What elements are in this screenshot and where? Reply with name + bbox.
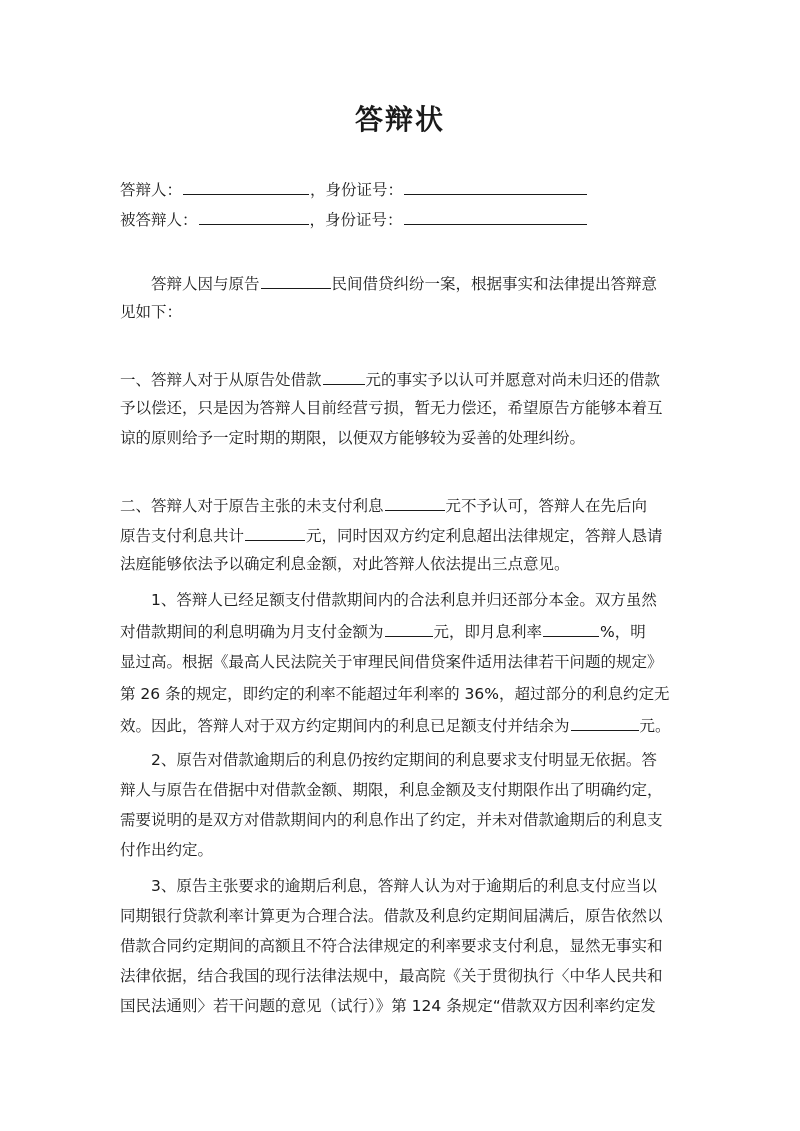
p2-text-b: 元不予认可，答辩人在先后向 xyxy=(445,497,648,515)
point2-line-2: 辩人与原告在借据中对借款金额、期限，利息金额及支付期限作出了明确约定， xyxy=(120,781,663,799)
respondent-id-blank xyxy=(404,178,587,195)
point2-line-4: 付作出约定。 xyxy=(120,841,214,859)
intro-text-a: 答辩人因与原告 xyxy=(151,275,260,293)
intro-line-1 xyxy=(151,272,657,294)
unpaid-interest-blank xyxy=(385,494,445,511)
respondent-name-blank xyxy=(183,178,309,195)
loan-amount-blank xyxy=(323,368,365,385)
p2-line-1 xyxy=(120,494,647,516)
plaintiff-id-label: ，身份证号： xyxy=(309,211,403,229)
point1-line-1: 1、答辩人已经足额支付借款期间内的合法利息并归还部分本金。双方虽然 xyxy=(151,591,657,609)
surplus-amount-blank xyxy=(571,714,639,731)
respondent-label: 答辩人： xyxy=(120,181,183,199)
monthly-amount-blank xyxy=(385,620,433,637)
paid-interest-blank xyxy=(245,524,305,541)
p2-text-a: 二、答辩人对于原告主张的未支付利息 xyxy=(120,497,384,515)
p1-text-b: 元的事实予以认可并愿意对尚未归还的借款 xyxy=(365,371,661,389)
point1-line-4: 第 26 条的规定，即约定的利率不能超过年利率的 36%，超过部分的利息约定无 xyxy=(120,685,670,703)
p1-text-a: 一、答辩人对于从原告处借款 xyxy=(120,371,322,389)
p2-text-c: 原告支付利息共计 xyxy=(120,527,245,545)
p1-line-3: 谅的原则给予一定时期的期限，以便双方能够较为妥善的处理纠纷。 xyxy=(120,429,586,447)
respondent-id-label: ，身份证号： xyxy=(310,181,404,199)
point3-line-1: 3、原告主张要求的逾期后利息，答辩人认为对于逾期后的利息支付应当以 xyxy=(151,877,657,895)
plaintiff-label: 被答辩人： xyxy=(120,211,198,229)
point3-line-4: 法律依据，结合我国的现行法律法规中，最高院《关于贯彻执行〈中华人民共和 xyxy=(120,967,663,985)
plaintiff-blank xyxy=(261,272,331,289)
document-title: 答辩状 xyxy=(354,103,445,136)
point2-line-1: 2、原告对借款逾期后的利息仍按约定期间的利息要求支付明显无依据。答 xyxy=(151,751,657,769)
point1-text-d: 效。因此，答辩人对于双方约定期间内的利息已足额支付并结余为 xyxy=(120,717,570,735)
point3-line-3: 借款合同约定期间的高额且不符合法律规定的利率要求支付利息，显然无事实和 xyxy=(120,937,663,955)
point3-line-5: 国民法通则〉若干问题的意见（试行）》第 124 条规定“借款双方因利率约定发 xyxy=(120,997,656,1015)
plaintiff-name-blank xyxy=(199,208,309,225)
point1-text-c: %，明 xyxy=(600,623,646,641)
point1-line-5 xyxy=(120,714,671,736)
p1-line-2: 予以偿还，只是因为答辩人目前经营亏损，暂无力偿还，希望原告方能够本着互 xyxy=(120,399,663,417)
respondent-line xyxy=(120,178,588,200)
point1-line-3: 显过高。根据《最高人民法院关于审理民间借贷案件适用法律若干问题的规定》 xyxy=(120,653,663,671)
point1-text-e: 元。 xyxy=(639,717,671,735)
point1-text-b: 元，即月息利率 xyxy=(433,623,543,641)
p2-line-3: 法庭能够依法予以确定利息金额，对此答辩人依法提出三点意见。 xyxy=(120,555,570,573)
plaintiff-id-blank xyxy=(404,208,587,225)
p2-line-2 xyxy=(120,524,663,546)
point3-line-2: 同期银行贷款利率计算更为合理合法。借款及利息约定期间届满后，原告依然以 xyxy=(120,907,663,925)
p2-text-d: 元，同时因双方约定利息超出法律规定，答辩人恳请 xyxy=(306,527,663,545)
point1-line-2 xyxy=(120,620,646,642)
p1-line-1 xyxy=(120,368,660,390)
intro-line-2: 见如下： xyxy=(120,303,183,321)
intro-text-b: 民间借贷纠纷一案，根据事实和法律提出答辩意 xyxy=(331,275,658,293)
point1-text-a: 对借款期间的利息明确为月支付金额为 xyxy=(120,623,384,641)
plaintiff-line xyxy=(120,208,588,230)
monthly-rate-blank xyxy=(543,620,599,637)
point2-line-3: 需要说明的是双方对借款期间内的利息作出了约定，并未对借款逾期后的利息支 xyxy=(120,811,663,829)
